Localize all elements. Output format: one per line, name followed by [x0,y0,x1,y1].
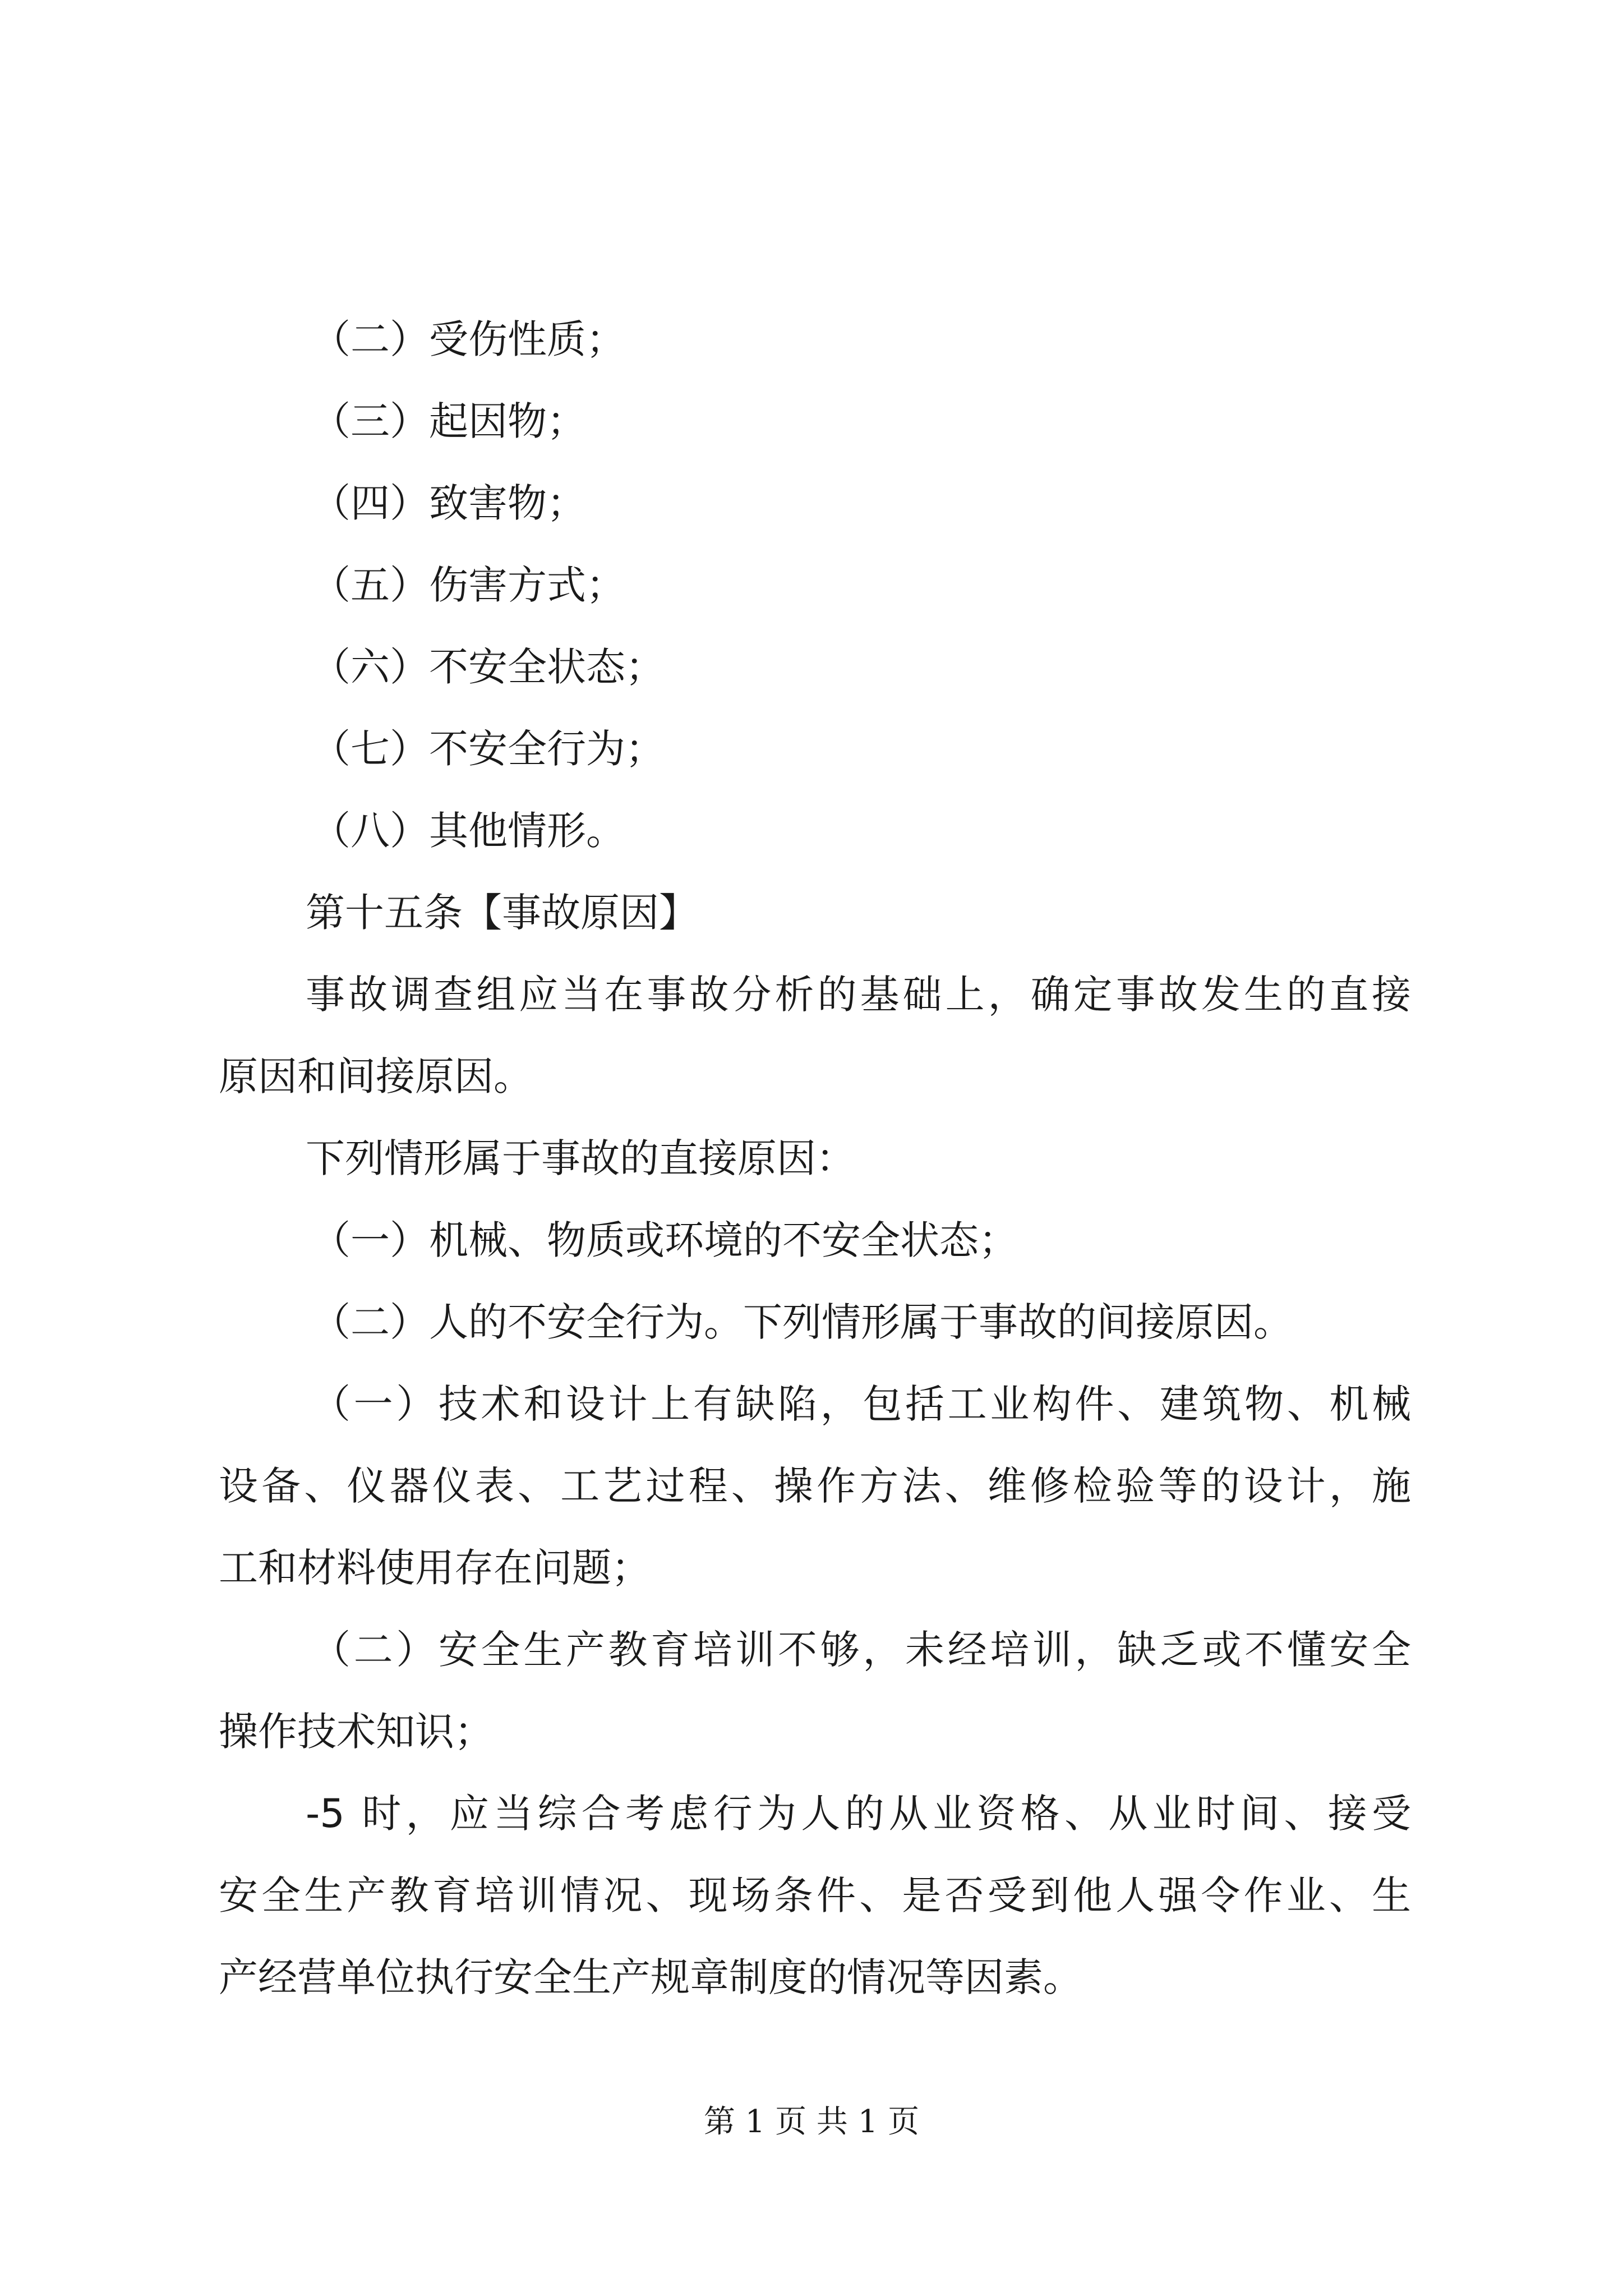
list-item-other: （八）其他情形。 [311,808,625,854]
paragraph-line: 设备、仪器仪表、工艺过程、操作方法、维修检验等的设计，施 [219,1463,1411,1509]
list-item-injury-nature: （二）受伤性质； [311,316,625,362]
list-item-unsafe-state: （六）不安全状态； [311,644,665,690]
list-item-cause-object: （三）起因物； [311,398,586,444]
paragraph-line: 原因和间接原因。 [219,1053,533,1099]
list-item-indirect-cause: （一）技术和设计上有缺陷，包括工业构件、建筑物、机械 [311,1381,1411,1427]
paragraph-line: 操作技术知识； [219,1709,494,1755]
list-item-harm-object: （四）致害物； [311,480,586,526]
paragraph-line: -5 时，应当综合考虑行为人的从业资格、从业时间、接受 [306,1791,1411,1837]
list-item-harm-method: （五）伤害方式； [311,562,625,608]
list-item-unsafe-behavior: （七）不安全行为； [311,726,665,772]
article-heading: 第十五条【事故原因】 [306,890,698,936]
list-item-indirect-cause: （二）安全生产教育培训不够，未经培训，缺乏或不懂安全 [311,1627,1411,1673]
list-item-direct-cause: （二）人的不安全行为。下列情形属于事故的间接原因。 [311,1299,1293,1345]
paragraph-line: 下列情形属于事故的直接原因： [306,1135,855,1181]
paragraph-line: 产经营单位执行安全生产规章制度的情况等因素。 [219,1954,1082,2000]
paragraph-line: 事故调查组应当在事故分析的基础上，确定事故发生的直接 [306,972,1411,1018]
page-number-footer: 第 1 页 共 1 页 [703,2104,920,2140]
list-item-direct-cause: （一）机械、物质或环境的不安全状态； [311,1217,1018,1263]
paragraph-line: 安全生产教育培训情况、现场条件、是否受到他人强令作业、生 [219,1872,1411,1918]
paragraph-line: 工和材料使用存在问题； [219,1545,651,1591]
